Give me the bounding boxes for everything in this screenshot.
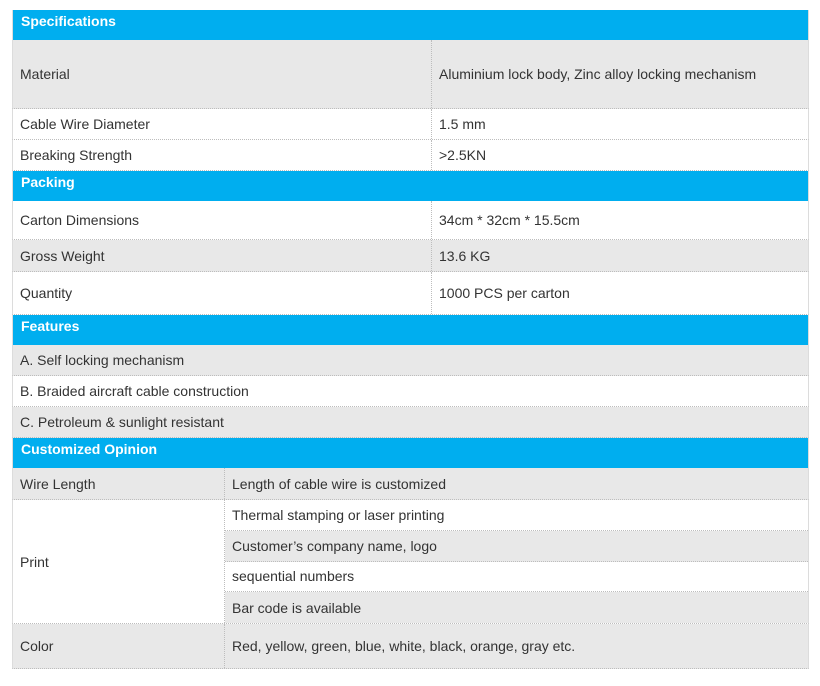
section-title: Specifications xyxy=(21,13,116,29)
section-title: Packing xyxy=(21,174,75,190)
table-row xyxy=(12,272,809,315)
packing-value: 34cm * 32cm * 15.5cm xyxy=(439,212,580,228)
table-row xyxy=(12,40,809,109)
print-option-item: Thermal stamping or laser printing xyxy=(225,500,808,531)
section-header-packing xyxy=(12,171,809,201)
list-item xyxy=(12,345,809,376)
table-row xyxy=(12,140,809,171)
option-value: Length of cable wire is customized xyxy=(232,475,446,492)
table-row xyxy=(12,624,809,669)
spec-value: Aluminium lock body, Zinc alloy locking mechanism xyxy=(439,66,757,82)
list-item xyxy=(12,376,809,407)
spec-label: Breaking Strength xyxy=(13,140,432,170)
product-spec-table xyxy=(12,10,809,669)
section-header-features xyxy=(12,315,809,345)
option-label: Wire Length xyxy=(13,468,225,499)
print-option-item: Customer’s company name, logo xyxy=(225,531,808,562)
table-row xyxy=(12,201,809,240)
section-header-specifications xyxy=(12,10,809,40)
spec-value: >2.5KN xyxy=(439,147,487,163)
packing-value: 13.6 KG xyxy=(439,247,491,264)
section-title: Features xyxy=(21,318,80,334)
spec-value: 1.5 mm xyxy=(439,116,486,132)
spec-label: Material xyxy=(13,40,432,108)
option-label: Print xyxy=(13,500,225,623)
packing-label: Quantity xyxy=(13,272,432,314)
feature-text: C. Petroleum & sunlight resistant xyxy=(20,414,224,430)
feature-text: A. Self locking mechanism xyxy=(20,352,185,368)
list-item xyxy=(12,407,809,438)
print-option-item: Bar code is available xyxy=(225,592,808,623)
table-row xyxy=(12,240,809,272)
print-option-group xyxy=(12,500,809,624)
table-row xyxy=(12,109,809,140)
spec-label: Cable Wire Diameter xyxy=(13,109,432,139)
print-option-item: sequential numbers xyxy=(225,562,808,593)
option-value: Red, yellow, green, blue, white, black, orange, gray etc. xyxy=(232,638,576,654)
section-title: Customized Opinion xyxy=(21,441,158,457)
section-header-customized xyxy=(12,438,809,468)
packing-value: 1000 PCS per carton xyxy=(439,285,570,301)
feature-text: B. Braided aircraft cable construction xyxy=(20,383,249,399)
packing-label: Carton Dimensions xyxy=(13,201,432,239)
option-label: Color xyxy=(13,624,225,668)
table-row xyxy=(12,468,809,500)
packing-label: Gross Weight xyxy=(13,240,432,271)
